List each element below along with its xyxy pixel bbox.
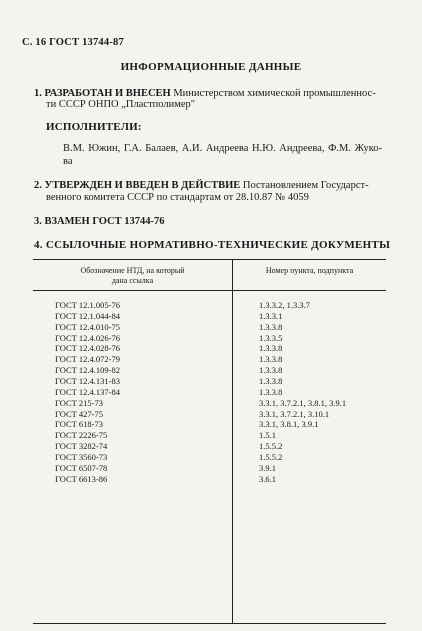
document-designation: ГОСТ 12.4.010-75 [55,321,121,332]
clause-numbers: 1.3.3.8 [259,343,283,354]
document-designation: ГОСТ 12.1.005-76 [55,300,121,310]
document-designation: ГОСТ 618-73 [55,419,104,430]
table-header-document [33,266,232,286]
section-1-line-1 [34,88,376,99]
clause-numbers: 1.5.5.2 [259,451,283,462]
clause-numbers: 3.9.1 [259,462,276,473]
table-header-clause: Номер пункта, подпункта [265,266,354,275]
document-designation: ГОСТ 3282-74 [55,441,108,452]
clause-numbers: 1.3.3.8 [259,321,283,332]
section-2-line-1 [34,180,369,191]
clause-numbers: 3.3.1, 3.8.1, 3.9.1 [259,419,319,430]
clause-numbers: 1.3.3.8 [259,354,283,365]
table-header-divider [33,290,386,291]
table-row [33,430,386,441]
table-row [33,365,386,376]
section-3: 3. ВЗАМЕН ГОСТ 13744-76 [34,216,165,227]
table-row [33,452,386,463]
section-4-heading: 4. ССЫЛОЧНЫЕ НОРМАТИВНО-ТЕХНИЧЕСКИЕ ДОКУМЕНТЫ [34,239,391,251]
section-1-heading: РАЗРАБОТАН И ВНЕСЕН [44,88,171,99]
table-row [33,376,386,387]
table-row [33,354,386,365]
clause-numbers: 1.3.3.1 [259,310,283,321]
page-header: С. 16 ГОСТ 13744-87 [22,37,124,48]
clause-numbers: 3.3.1, 3.7.2.1, 3.10.1 [259,408,330,419]
table-row [33,311,386,322]
clause-numbers: 1.3.3.8 [259,386,283,397]
table-row [33,322,386,333]
section-2-line-2: венного комитета СССР по стандартам от 28.10.87 № 4059 [46,192,309,203]
clause-numbers: 1.5.1 [259,430,276,441]
table-row [33,409,386,420]
executors-title: ИСПОЛНИТЕЛИ: [46,121,142,133]
document-designation: ГОСТ 6507-78 [55,462,108,473]
section-1-number: 1. [34,88,42,99]
table-row [33,463,386,474]
table-row [33,333,386,344]
document-designation: ГОСТ 12.1.044-84 [55,310,121,321]
document-designation: ГОСТ 215-73 [55,397,104,408]
document-designation: ГОСТ 12.4.109-82 [55,365,121,376]
section-1-line-2: ти СССР ОНПО „Пластполимер" [46,99,196,110]
table-header-document-line-2: дана ссылка [111,276,154,285]
section-2-number: 2. [34,180,42,191]
executors-names-line-1: В.М. Южин, Г.А. Балаев, А.И. Андреева Н.Ю. Андреева, Ф.М. Жуко- [63,143,383,154]
table-row [33,441,386,452]
clause-numbers: 1.3.3.5 [259,332,283,343]
table-header-document-line-1: Обозначение НТД, на который [80,266,185,275]
section-2-text: Постановлением Государст- [242,180,369,191]
document-designation: ГОСТ 12.4.072-79 [55,354,121,365]
executors-names-line-2: ва [63,156,73,167]
document-designation: ГОСТ 12.4.137-84 [55,386,121,397]
document-designation: ГОСТ 6613-86 [55,473,108,484]
table-row [33,387,386,398]
document-designation: ГОСТ 2226-75 [55,430,108,441]
document-designation: ГОСТ 427-75 [55,408,104,419]
clause-numbers: 1.3.3.8 [259,375,283,386]
table-row [33,398,386,409]
clause-numbers: 1.3.3.2, 1.3.3.7 [259,300,310,310]
table-row [33,300,386,311]
section-1-text: Министерством химической промышленнос- [173,88,376,99]
clause-numbers: 1.5.5.2 [259,441,283,452]
table-row [33,419,386,430]
clause-numbers: 3.6.1 [259,473,276,484]
document-designation: ГОСТ 3560-73 [55,451,108,462]
page-title: ИНФОРМАЦИОННЫЕ ДАННЫЕ [120,61,302,73]
document-designation: ГОСТ 12.4.131-83 [55,375,121,386]
table-row [33,474,386,485]
clause-numbers: 3.3.1, 3.7.2.1, 3.8.1, 3.9.1 [259,397,347,408]
document-designation: ГОСТ 12.4.026-76 [55,332,121,343]
reference-table [33,259,386,624]
section-2-heading: УТВЕРЖДЕН И ВВЕДЕН В ДЕЙСТВИЕ [44,180,241,191]
table-row [33,343,386,354]
clause-numbers: 1.3.3.8 [259,365,283,376]
document-designation: ГОСТ 12.4.028-76 [55,343,121,354]
